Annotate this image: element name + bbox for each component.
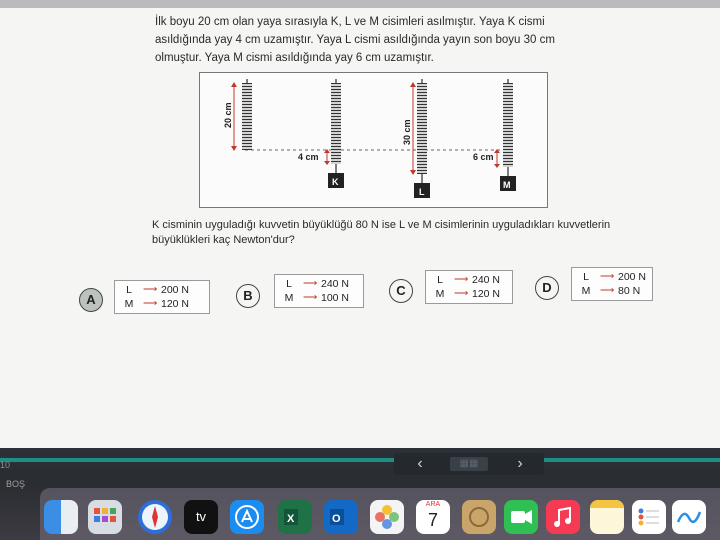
question-text: K cisminin uyguladığı kuvvetin büyüklüğü 80 N ise L ve M cisimlerinin uyguladıkları kuvvetlerin büyüklükleri kaç Newton'dur? xyxy=(152,219,611,246)
option-a-m-label: M xyxy=(124,298,134,310)
option-c-m-label: M xyxy=(435,288,445,300)
calendar-icon[interactable] xyxy=(416,500,450,534)
option-c-box[interactable] xyxy=(425,270,513,304)
label-4cm: 4 cm xyxy=(298,152,319,162)
option-c-letter[interactable]: C xyxy=(389,279,413,303)
page-grid-icon[interactable]: ▦▦ xyxy=(450,457,488,471)
arrow-icon: ⟶ xyxy=(600,285,615,296)
option-b-letter[interactable]: B xyxy=(236,284,260,308)
option-b-m-value: 100 N xyxy=(321,292,350,304)
apple-tv-icon[interactable] xyxy=(184,500,218,534)
notes-icon[interactable] xyxy=(590,500,624,534)
finder-icon[interactable] xyxy=(44,500,78,534)
top-bar xyxy=(0,0,720,8)
arrow-icon: ⟶ xyxy=(143,298,158,309)
option-d-l-value: 200 N xyxy=(618,271,647,283)
spring-l xyxy=(414,79,430,198)
progress-line xyxy=(0,458,720,462)
arrow-icon: ⟶ xyxy=(143,284,158,295)
music-icon[interactable] xyxy=(546,500,580,534)
problem-text: İlk boyu 20 cm olan yaya sırasıyla K, L ve M cisimleri asılmıştır. Yaya K cismi asıldığında yay 4 cm uzamıştır. Yaya L cismi asıldığında yayın son boyu 30 cm olmuştur. Yaya M cismi asıldığında yay 6 cm uzamıştır. xyxy=(155,16,555,64)
spring-unloaded xyxy=(242,79,252,150)
outlook-icon[interactable] xyxy=(324,500,358,534)
option-d-box[interactable] xyxy=(571,267,653,301)
launchpad-icon[interactable] xyxy=(88,500,122,534)
arrow-icon: ⟶ xyxy=(454,274,469,285)
option-b-m-label: M xyxy=(284,292,294,304)
page-nav xyxy=(394,453,544,475)
arrow-icon: ⟶ xyxy=(303,278,318,289)
arrow-icon: ⟶ xyxy=(600,271,615,282)
contacts-icon[interactable] xyxy=(462,500,496,534)
mass-l-label: L xyxy=(419,187,425,197)
option-b-l-label: L xyxy=(286,278,292,290)
bos-label[interactable]: BOŞ xyxy=(6,479,26,489)
prev-page-button[interactable]: ‹ xyxy=(417,455,423,472)
mass-m-label: M xyxy=(503,180,511,190)
photos-icon[interactable] xyxy=(370,500,404,534)
excel-icon[interactable] xyxy=(278,500,312,534)
svg-text:X: X xyxy=(287,513,295,525)
label-30cm: 30 cm xyxy=(402,119,412,145)
option-d-l-label: L xyxy=(583,271,589,283)
arrow-icon: ⟶ xyxy=(454,288,469,299)
option-d-m-value: 80 N xyxy=(618,285,641,297)
option-a-l-label: L xyxy=(126,284,132,296)
safari-icon[interactable] xyxy=(138,500,172,534)
option-a-letter[interactable]: A xyxy=(79,288,103,312)
spring-m xyxy=(500,79,516,191)
option-c-m-value: 120 N xyxy=(472,288,501,300)
freeform-icon[interactable] xyxy=(672,500,706,534)
option-c-l-label: L xyxy=(437,274,443,286)
spring-k xyxy=(328,79,344,188)
calendar-month: ARA xyxy=(425,501,441,508)
option-d-letter[interactable]: D xyxy=(535,276,559,300)
page-number: 10 xyxy=(0,460,11,470)
calendar-day: 7 xyxy=(427,510,438,530)
option-c-l-value: 240 N xyxy=(472,274,501,286)
option-b-box[interactable] xyxy=(274,274,364,308)
spring-figure xyxy=(199,72,548,208)
svg-text:O: O xyxy=(332,513,341,525)
option-d-m-label: M xyxy=(581,285,591,297)
option-a-l-value: 200 N xyxy=(161,284,190,296)
apple-tv-label: tv xyxy=(195,509,207,524)
next-page-button[interactable]: › xyxy=(517,455,523,472)
option-a-m-value: 120 N xyxy=(161,298,190,310)
app-store-icon[interactable] xyxy=(230,500,264,534)
option-b-l-value: 240 N xyxy=(321,278,350,290)
reminders-icon[interactable] xyxy=(632,500,666,534)
arrow-icon: ⟶ xyxy=(303,292,318,303)
mass-k-label: K xyxy=(332,177,339,187)
label-6cm: 6 cm xyxy=(473,152,494,162)
option-a-box[interactable] xyxy=(114,280,210,314)
label-20cm: 20 cm xyxy=(223,102,233,128)
facetime-icon[interactable] xyxy=(504,500,538,534)
